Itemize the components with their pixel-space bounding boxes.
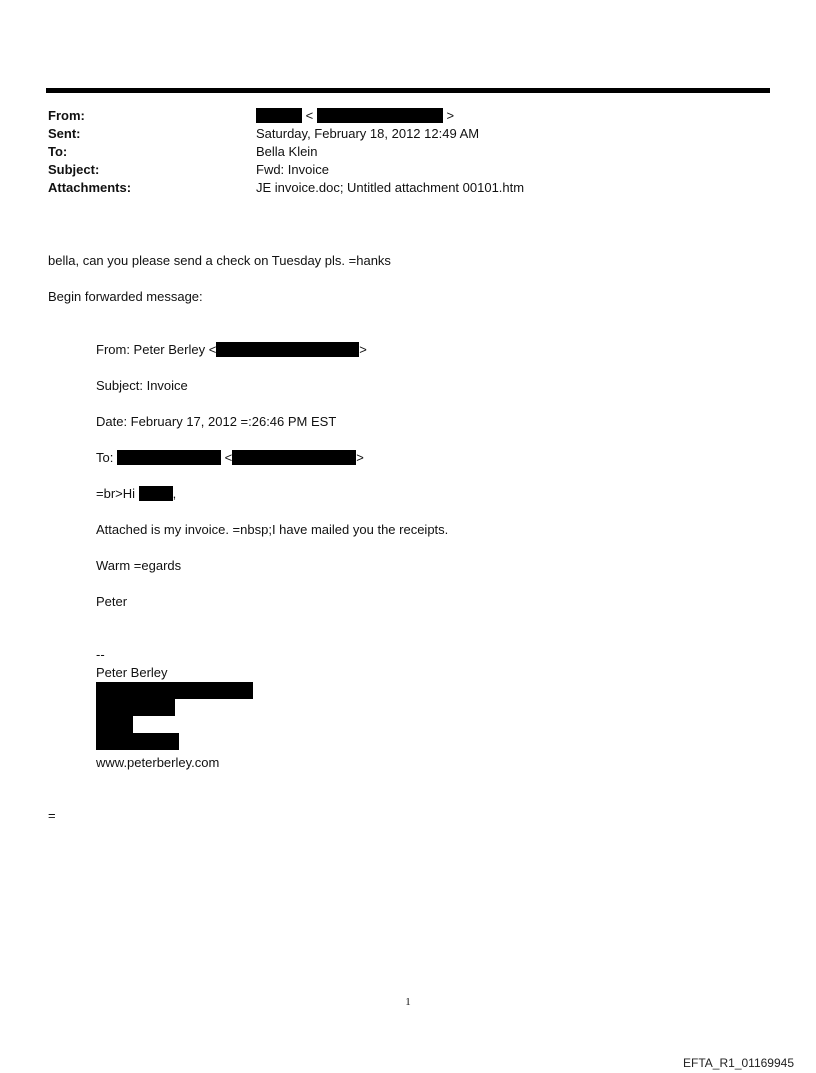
signature-redacted-lines <box>96 682 253 750</box>
from-gt: > <box>446 108 455 123</box>
signature-website: www.peterberley.com <box>96 755 220 770</box>
redaction-box <box>232 450 356 465</box>
attachments-value: JE invoice.doc; Untitled attachment 00101.htm <box>256 180 525 195</box>
fwd-from-suffix: > <box>359 342 367 357</box>
redaction-box <box>139 486 173 501</box>
fwd-greeting <box>96 486 176 501</box>
body-line-forwarded: Begin forwarded message: <box>48 289 203 304</box>
fwd-greeting-suffix: , <box>172 486 177 501</box>
redaction-box <box>317 108 443 123</box>
trailing-equals: = <box>48 808 56 823</box>
redaction-box <box>96 682 253 699</box>
fwd-from <box>96 342 367 357</box>
fwd-to-lt: < <box>224 450 233 465</box>
fwd-greeting-prefix: =br>Hi <box>96 486 136 501</box>
redaction-box <box>96 699 175 716</box>
fwd-signoff: Peter <box>96 594 128 609</box>
fwd-to-gt: > <box>356 450 364 465</box>
subject-label: Subject: <box>48 162 100 177</box>
subject-value: Fwd: Invoice <box>256 162 329 177</box>
fwd-from-prefix: From: Peter Berley < <box>96 342 217 357</box>
sent-value: Saturday, February 18, 2012 12:49 AM <box>256 126 480 141</box>
bates-number: EFTA_R1_01169945 <box>683 1056 794 1070</box>
fwd-to-prefix: To: <box>96 450 114 465</box>
redaction-box <box>96 716 133 733</box>
signature-name: Peter Berley <box>96 665 168 680</box>
from-lt: < <box>305 108 314 123</box>
from-value <box>256 108 454 123</box>
fwd-date: Date: February 17, 2012 =:26:46 PM EST <box>96 414 337 429</box>
redaction-box <box>96 733 179 750</box>
fwd-subject: Subject: Invoice <box>96 378 188 393</box>
to-value: Bella Klein <box>256 144 318 159</box>
fwd-message: Attached is my invoice. =nbsp;I have mailed you the receipts. <box>96 522 449 537</box>
fwd-regards: Warm =egards <box>96 558 182 573</box>
redaction-box <box>256 108 302 123</box>
page-number: 1 <box>405 996 411 1008</box>
body-line-request: bella, can you please send a check on Tuesday pls. =hanks <box>48 253 391 268</box>
attachments-label: Attachments: <box>48 180 132 195</box>
fwd-to <box>96 450 364 465</box>
redaction-box <box>216 342 359 357</box>
header-rule <box>46 88 770 93</box>
redaction-box <box>117 450 221 465</box>
sent-label: Sent: <box>48 126 81 141</box>
signature-dashes: -- <box>96 647 105 662</box>
to-label: To: <box>48 144 68 159</box>
from-label: From: <box>48 108 85 123</box>
